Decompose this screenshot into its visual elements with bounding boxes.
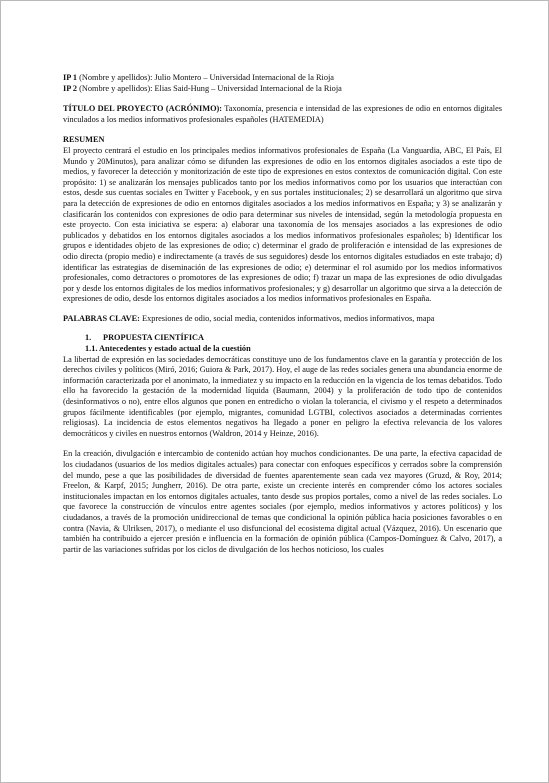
keywords-text: Expresiones de odio, social media, contenidos informativos, medios informativos, mapa [139,313,435,323]
section-title: PROPUESTA CIENTÍFICA [103,333,205,343]
section-number: 1. [85,333,92,343]
ip-1-details: (Nombre y apellidos): Julio Montero – Universidad Internacional de la Rioja [77,73,334,82]
ip-1-line [63,73,502,84]
resumen-body: El proyecto centrará el estudio en los principales medios informativos profesionales de España (La Vanguardia, ABC, El País, El Mundo y 20Minutos), para analizar cómo se difunden las expresiones de odio en los entornos digitales asociados a este tipo de medios, y favorecer la detección y monitorización de este tipo de expresiones en estos contextos de comunicación digital. Con este propósito: 1) se analizarán los mensajes publicados tanto por los medios informativos como por los usuarios que interactúan con estos, desde sus cuentas sociales en Twitter y Facebook, y en sus portales institucionales; 2) se desarrollará un algoritmo que sirva para la detección de expresiones de odio en entornos digitales asociados a los medios informativos en España; y 3) se analizarán y clasificarán los contenidos con expresiones de odio para determinar sus niveles de intensidad, según la metodología propuesta en este proyecto. Con esta iniciativa se espera: a) elaborar una taxonomía de los mensajes asociados a las expresiones de odio publicados y debatidos en los entornos digitales asociados a los medios informativos profesionales españoles; b) Identificar los grupos e identidades objeto de las expresiones de odio; c) determinar el grado de proliferación e intensidad de las expresiones de odio directa (propio medio) e indirectamente (a través de sus seguidores) desde los entornos digitales estudiados en este trabajo; d) identificar las estrategias de diseminación de las expresiones de odio; e) determinar el rol asumido por los medios informativos profesionales, como detractores o promotores de las expresiones de odio; f) trazar un mapa de las expresiones de odio divulgadas por y desde los entornos digitales de los medios informativos profesionales; y g) desarrollar un algoritmo que sirva a la detección de expresiones de odio, desde los entornos digitales asociados a los medios informativos profesionales en España. [63,145,502,304]
ip-2-details: (Nombre y apellidos): Elias Said-Hung – Universidad Internacional de la Rioja [77,83,342,93]
section-heading [85,333,502,344]
resumen-heading: RESUMEN [63,135,105,145]
body-paragraph-1: La libertad de expresión en las sociedades democráticas constituye uno de los fundamentos clave en la garantía y protección de los derechos civiles y políticos (Miró, 2016; Guiora & Park, 2017). Hoy, el auge de las redes sociales genera una abundancia enorme de información caracterizada por el anonimato, la inmediatez y su impacto en la reducción en la vigencia de los temas debatidos. Todo ello ha favorecido la gestación de la modernidad líquida (Baumann, 2004) y la proliferación de todo tipo de contenidos (desinformativos o no), entre ellos algunos que ponen en entredicho o violan la tolerancia, el civismo y el respeto a determinados grupos fácilmente identificables (por ejemplo, migrantes, comunidad LGTBI, colectivos asociados a determinadas corrientes religiosas). La incidencia de estos elementos negativos ha llegado a poner en peligro la efectiva relevancia de los valores democráticos y civiles en nuestros entornos (Waldron, 2014 y Heinze, 2016). [63,354,502,438]
project-title-label: TÍTULO DEL PROYECTO (ACRÓNIMO): [63,104,223,114]
project-title [63,104,502,125]
ip-2-label: IP 2 [63,83,78,93]
subsection-heading: 1.1. Antecedentes y estado actual de la cuestión [85,344,251,354]
ip-2-line [63,84,502,95]
body-paragraph-2: En la creación, divulgación e intercambio de contenido actúan hoy muchos condicionantes. De una parte, la efectiva capacidad de los ciudadanos (usuarios de los medios digitales actuales) para conectar con enfoques específicos y cerrados sobre la comprensión del mundo, pese a que las posibilidades de diversidad de fuentes aparentemente sean cada vez mayores (Gruzd, & Roy, 2014; Freelon, & Karpf, 2015; Jungherr, 2016). De otra parte, existe un creciente interés en comprender cómo los actores sociales institucionales impactan en los entornos digitales actuales, tanto desde sus propios portales, como a nivel de las redes sociales. Lo que favorece la construcción de vínculos entre agentes sociales (por ejemplo, medios informativos y actores políticos) y los ciudadanos, a través de la promoción unidireccional de temas que condicional la opinión pública hacia posiciones favorables o en contra (Navia, & Ulriksen, 2017), o mediante el uso disfuncional del ecosistema digital actual (Vázquez, 2016). Un escenario que también ha contribuido a ejercer presión e influencia en la formación de opinión pública (Campos-Domínguez & Calvo, 2017), a partir de las variaciones sufridas por los ciclos de divulgación de los hechos noticioso, los cuales [63,449,502,554]
project-title-text: Taxonomía, presencia e intensidad de las expresiones de odio en entornos digitales vinculados a los medios informativos profesionales españoles (HATEMEDIA) [63,104,502,124]
keywords [63,314,502,325]
keywords-label: PALABRAS CLAVE: [63,313,140,323]
ip-1-label: IP 1 [63,73,78,82]
